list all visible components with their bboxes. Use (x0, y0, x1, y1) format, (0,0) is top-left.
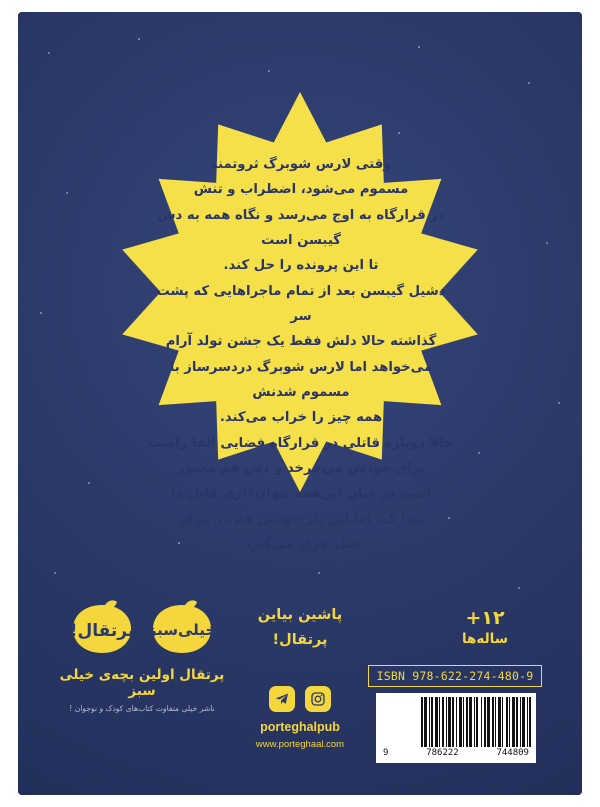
publisher-tagline: پرتقال اولین بچه‌ی خیلی سبز (59, 667, 225, 699)
book-cover (18, 12, 582, 795)
blurb-line: خطر قرار می‌گیرد. (239, 537, 363, 553)
blurb-line: برای خودش می‌چرخد و دش هم مجبور (177, 461, 425, 477)
barcode-digit-group: 786222 (426, 748, 459, 758)
star-speck (546, 242, 548, 244)
porteghal-logo (65, 599, 139, 659)
slogan-line: پرتقال! (272, 632, 328, 649)
blurb-line: است در میان این‌همه پنهان‌کاری قاتل را (170, 486, 432, 502)
social-handle: porteghalpub (260, 719, 340, 734)
star-speck (48, 52, 50, 54)
svg-text:پرتقال!: پرتقال! (69, 621, 135, 641)
blurb-line: تا این پرونده را حل کند. (223, 258, 379, 274)
blurb-text (146, 152, 456, 558)
publisher-block (44, 599, 240, 713)
star-speck (138, 38, 140, 40)
svg-text:خیلی‌سبز: خیلی‌سبز (147, 621, 217, 639)
star-speck (558, 402, 560, 404)
barcode (376, 693, 536, 763)
barcode-digit-group: 744809 (496, 748, 529, 758)
website-url[interactable]: www.porteghaal.com (255, 738, 345, 750)
barcode-digit-group: 9 (383, 748, 389, 758)
publisher-fineprint: ناشر خیلی متفاوت کتاب‌های کودک و نوجوان ! (69, 704, 215, 713)
star-speck (318, 572, 320, 574)
age-badge-unit: ساله‌ها (461, 630, 509, 647)
blurb-line: گذاشته حالا دلش فقط یک جشن تولد آرام (165, 334, 437, 350)
publisher-logo-row (44, 599, 240, 659)
star-speck (268, 70, 270, 72)
slogan-line: پاشین بیاین (257, 607, 343, 623)
blurb-line: همه چیز را خراب می‌کند. (219, 410, 383, 426)
blurb-line: می‌خواهد اما لارس شوبرگ دردسرساز با مسموم شدنش (169, 359, 433, 401)
barcode-bars (381, 697, 531, 747)
age-badge (446, 607, 524, 648)
star-speck (88, 482, 90, 484)
star-speck (66, 192, 68, 194)
cover-footer (18, 585, 582, 795)
star-speck (40, 312, 42, 314)
blurb-line: در قرارگاه به اوج می‌رسد و نگاه همه به دش گیبسن است (157, 207, 445, 249)
instagram-icon[interactable] (305, 686, 331, 712)
blurb-line: مسموم می‌شود، اضطراب و تنش (193, 182, 409, 198)
age-badge-number: ۱۲+ (465, 607, 505, 629)
blurb-line: دشیل گیبسن بعد از تمام ماجراهایی که پشت سر (156, 283, 446, 325)
blurb-line: حالا دوباره قاتلی در قرارگاه فضایی آلفا راست (148, 435, 454, 451)
star-speck (418, 46, 420, 48)
star-speck (54, 572, 56, 574)
star-speck (528, 82, 530, 84)
blurb-line: وقتی لارس شوبرگ ثروتمند (210, 157, 392, 172)
barcode-digits (381, 748, 531, 758)
isbn-text: ISBN 978-622-274-480-9 (368, 665, 542, 687)
telegram-icon[interactable] (269, 686, 295, 712)
khayli-sabz-logo (145, 599, 219, 659)
blurb-line: پیدا کند اما این بار خودش هم در مرکز (178, 511, 424, 527)
